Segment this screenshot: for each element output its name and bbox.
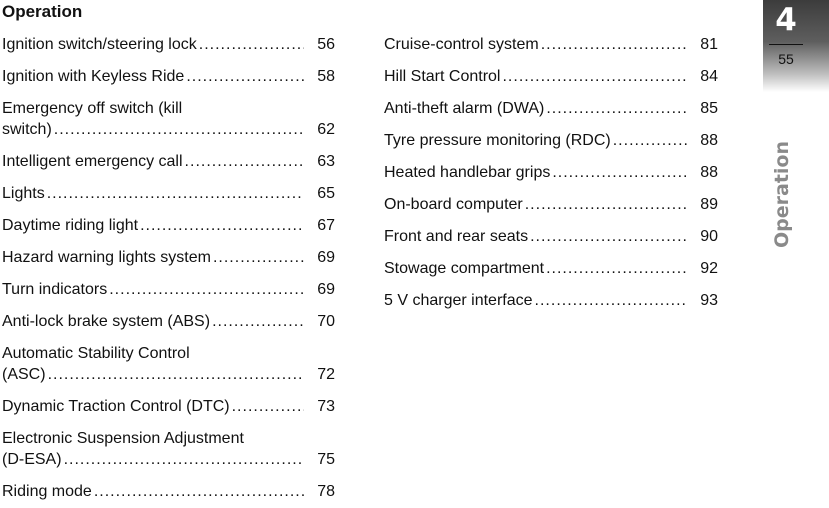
toc-entry-page: 56 bbox=[317, 36, 335, 53]
toc-entry-line bbox=[384, 130, 718, 151]
toc-entry-line bbox=[384, 194, 718, 215]
toc-entry-title: Front and rear seats bbox=[384, 228, 529, 245]
toc-entry-title: Intelligent emergency call bbox=[2, 153, 183, 170]
toc-entry-title: On-board computer bbox=[384, 196, 523, 213]
toc-entry[interactable] bbox=[2, 273, 335, 305]
toc-entry-title: (ASC) bbox=[2, 366, 46, 383]
toc-entry-page: 88 bbox=[700, 132, 718, 149]
toc-entry-page: 75 bbox=[317, 451, 335, 468]
dot-leader bbox=[530, 226, 687, 247]
toc-entry[interactable] bbox=[384, 188, 718, 220]
toc-entry-title: Daytime riding light bbox=[2, 217, 139, 234]
toc-entry-title: Anti-theft alarm (DWA) bbox=[384, 100, 545, 117]
dot-leader bbox=[212, 311, 304, 332]
toc-entry-line bbox=[384, 34, 718, 55]
toc-entry-page: 78 bbox=[317, 483, 335, 500]
dot-leader bbox=[541, 34, 687, 55]
toc-entry-title: Turn indicators bbox=[2, 281, 108, 298]
toc-entry-page: 81 bbox=[700, 36, 718, 53]
toc-entry-page: 93 bbox=[700, 292, 718, 309]
dot-leader bbox=[546, 258, 687, 279]
toc-entry[interactable] bbox=[2, 337, 335, 390]
toc-entry-title: Riding mode bbox=[2, 483, 92, 500]
dot-leader bbox=[546, 98, 687, 119]
dot-leader bbox=[535, 290, 687, 311]
toc-entry-line bbox=[384, 226, 718, 247]
toc-entry-title: Hill Start Control bbox=[384, 68, 501, 85]
dot-leader bbox=[109, 279, 304, 300]
toc-entry-line bbox=[2, 183, 335, 204]
toc-entry-title: Anti-lock brake system (ABS) bbox=[2, 313, 211, 330]
dot-leader bbox=[213, 247, 304, 268]
toc-entry-page: 88 bbox=[700, 164, 718, 181]
chapter-number: 4 bbox=[775, 2, 797, 38]
toc-entry-line bbox=[2, 247, 335, 268]
toc-entry-line bbox=[2, 151, 335, 172]
toc-entry[interactable] bbox=[2, 390, 335, 422]
dot-leader bbox=[47, 183, 304, 204]
toc-entry-title: Stowage compartment bbox=[384, 260, 545, 277]
toc-entry-title: Hazard warning lights system bbox=[2, 249, 211, 266]
dot-leader bbox=[48, 364, 304, 385]
dot-leader bbox=[613, 130, 687, 151]
toc-entry-title-line: Automatic Stability Control bbox=[2, 345, 190, 362]
toc-entry-page: 72 bbox=[317, 366, 335, 383]
toc-entry-line bbox=[2, 34, 335, 55]
section-heading: Operation bbox=[2, 2, 83, 21]
dot-leader bbox=[140, 215, 304, 236]
dot-leader bbox=[94, 481, 304, 502]
toc-entry-line bbox=[2, 66, 335, 87]
dot-leader bbox=[64, 449, 304, 470]
toc-entry-page: 69 bbox=[317, 281, 335, 298]
toc-entry-page: 63 bbox=[317, 153, 335, 170]
toc-entry-line bbox=[384, 290, 718, 311]
dot-leader bbox=[185, 151, 304, 172]
toc-entry-line bbox=[2, 364, 335, 385]
toc-entry-page: 92 bbox=[700, 260, 718, 277]
toc-entry-title: (D-ESA) bbox=[2, 451, 62, 468]
toc-entry[interactable] bbox=[2, 475, 335, 507]
toc-entry-line bbox=[2, 481, 335, 502]
toc-entry[interactable] bbox=[2, 209, 335, 241]
toc-entry-line bbox=[2, 215, 335, 236]
toc-entry[interactable] bbox=[2, 241, 335, 273]
chapter-divider bbox=[769, 44, 803, 45]
toc-entry-title: Lights bbox=[2, 185, 45, 202]
dot-leader bbox=[525, 194, 687, 215]
toc-entry-line bbox=[384, 162, 718, 183]
toc-entry-line bbox=[384, 98, 718, 119]
toc-entry-title: Tyre pressure monitoring (RDC) bbox=[384, 132, 611, 149]
toc-entry[interactable] bbox=[2, 92, 335, 145]
toc-entry-title: Cruise-control system bbox=[384, 36, 539, 53]
toc-entry[interactable] bbox=[384, 284, 718, 316]
toc-entry-page: 89 bbox=[700, 196, 718, 213]
dot-leader bbox=[232, 396, 304, 417]
toc-entry[interactable] bbox=[2, 305, 335, 337]
dot-leader bbox=[186, 66, 304, 87]
toc-entry-page: 85 bbox=[700, 100, 718, 117]
toc-entry-page: 67 bbox=[317, 217, 335, 234]
toc-right-column bbox=[384, 28, 718, 316]
toc-entry-title: Ignition switch/steering lock bbox=[2, 36, 197, 53]
toc-entry-line bbox=[384, 258, 718, 279]
toc-entry-line bbox=[2, 311, 335, 332]
side-chapter-label: Operation bbox=[771, 140, 793, 248]
toc-entry[interactable] bbox=[384, 156, 718, 188]
toc-entry[interactable] bbox=[384, 60, 718, 92]
page-number: 55 bbox=[778, 51, 794, 67]
toc-entry-line bbox=[384, 66, 718, 87]
chapter-tab bbox=[763, 0, 829, 92]
toc-entry-title-line: Electronic Suspension Adjustment bbox=[2, 430, 244, 447]
toc-entry-page: 58 bbox=[317, 68, 335, 85]
toc-entry-line bbox=[2, 279, 335, 300]
toc-entry-title: Ignition with Keyless Ride bbox=[2, 68, 185, 85]
toc-entry[interactable] bbox=[384, 28, 718, 60]
toc-entry-title: 5 V charger interface bbox=[384, 292, 533, 309]
toc-entry-title: switch) bbox=[2, 121, 52, 138]
toc-entry[interactable] bbox=[2, 177, 335, 209]
toc-entry-line bbox=[2, 449, 335, 470]
toc-entry-page: 73 bbox=[317, 398, 335, 415]
dot-leader bbox=[199, 34, 304, 55]
dot-leader bbox=[552, 162, 687, 183]
toc-entry-title: Heated handlebar grips bbox=[384, 164, 551, 181]
toc-entry-title-line: Emergency off switch (kill bbox=[2, 100, 183, 117]
toc-entry-page: 69 bbox=[317, 249, 335, 266]
toc-entry[interactable] bbox=[384, 92, 718, 124]
toc-entry[interactable] bbox=[384, 124, 718, 156]
toc-entry-page: 62 bbox=[317, 121, 335, 138]
toc-entry-page: 84 bbox=[700, 68, 718, 85]
toc-left-column bbox=[2, 28, 335, 507]
toc-entry[interactable] bbox=[384, 252, 718, 284]
toc-entry[interactable] bbox=[2, 422, 335, 475]
toc-entry[interactable] bbox=[384, 220, 718, 252]
dot-leader bbox=[54, 119, 304, 140]
toc-entry[interactable] bbox=[2, 28, 335, 60]
toc-entry[interactable] bbox=[2, 145, 335, 177]
toc-entry-page: 70 bbox=[317, 313, 335, 330]
toc-entry-line bbox=[2, 396, 335, 417]
toc-entry-line bbox=[2, 119, 335, 140]
toc-entry-title: Dynamic Traction Control (DTC) bbox=[2, 398, 230, 415]
toc-entry-page: 65 bbox=[317, 185, 335, 202]
toc-entry-page: 90 bbox=[700, 228, 718, 245]
dot-leader bbox=[502, 66, 687, 87]
toc-entry[interactable] bbox=[2, 60, 335, 92]
